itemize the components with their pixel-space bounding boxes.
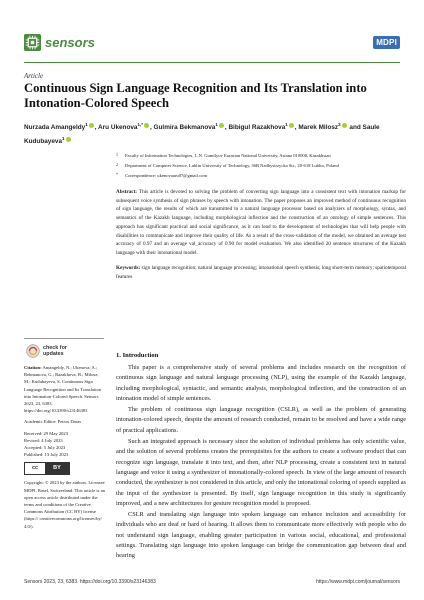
body-paragraph: This paper is a comprehensive study of several problems and includes research on the recognition of continuous sign language and natural language processing (NLP), using the example of the Kazakh language, including morphological, syntactic, and semantic analysis, morphological inflection, and the construction of an intonation model of simple sentences. [116,364,406,402]
author-name[interactable]: and Saule Kudubayeva [24,124,380,146]
check-for-updates-label [43,345,67,357]
affiliation-item [116,172,406,179]
by-icon [45,463,69,474]
orcid-icon[interactable] [66,137,71,142]
orcid-icon[interactable] [219,123,224,128]
footer-citation[interactable]: Sensors 2023, 23, 6383. https://doi.org/10.3390/s23146383 [24,579,156,585]
author-name[interactable]: Bibigul Razakhova [228,124,286,132]
author-name[interactable]: Aru Ukenova [98,124,138,132]
author-affiliation-marker: 1 [215,122,218,127]
sidebar-divider [24,338,104,339]
orcid-icon[interactable] [144,123,149,128]
author-affiliation-marker: 1 [85,122,88,127]
keywords [116,264,406,281]
update-check-icon [26,344,40,358]
academic-editor-name: Petros Daras [57,419,82,425]
received-date: Received: 29 May 2023 [24,430,69,436]
author-name[interactable]: Gulmira Bekmanova [153,124,216,132]
published-date: Published: 13 July 2023 [24,452,69,458]
dates-block [24,430,106,459]
affiliation-text: Faculty of Information Technologies, L.N. Gumilyov Eurasian National University, Astana 010000, Kazakhstan [125,153,331,158]
journal-name: sensors [45,35,95,50]
author-list [24,119,402,147]
keywords-label: Keywords: [116,265,141,271]
keywords-text: sign language recognition; natural language processing; intonational speech synthesis; long short-term memory; spatiotemporal features [116,265,407,280]
check-for-updates-button[interactable] [26,344,67,358]
author-separator: , [294,124,299,132]
by-text: BY [53,465,61,472]
cc-by-license-badge[interactable] [24,462,70,475]
affiliation-marker: 1 [116,152,118,157]
orcid-icon[interactable] [342,123,347,128]
correspondence-text[interactable]: Correspondence: ukenovaaru07@gmail.com [125,172,208,178]
author-separator: , [149,124,154,132]
sidebar-info [24,364,106,534]
section-heading: 1. Introduction [116,352,159,359]
affiliation-text: Department of Computer Science, Lublin University of Technology, 36B Nadbystrzycka Str., 20-618 Lublin, Poland [125,162,339,168]
article-type: Article [24,72,44,80]
abstract [116,188,406,258]
accepted-date: Accepted: 5 July 2023 [24,445,66,451]
author-name[interactable]: Marek Milosz [298,124,339,132]
header-divider [24,62,400,63]
citation-label: Citation: [24,365,42,370]
body-paragraph: Such an integrated approach is necessary since the solution of individual problems has only scientific value, and the solution of several problems creates the prerequisites for the authors to create a software product that can recognize sign language, translate it into text, and then, after NLP processing, create a consistent text in natural language and voice it using a synthesizer of intonationally-colored speech. In view of the large amount of research conducted, the synthesizer is not considered in this article, and only the intonational coloring of speech supplied as the input of the synthesizer is presented. By itself, sign language recognition in this study is significantly improved, and a new architectures for gesture recognition model is proposed. [116,438,406,507]
article-title: Continuous Sign Language Recognition and Its Translation into Intonation-Colored Speech [24,81,367,110]
publisher-logo[interactable] [373,36,400,49]
journal-header [24,34,400,54]
academic-editor-label: Academic Editor: [24,419,57,425]
check-for-updates-line-1: check for [43,345,67,351]
copyright-block [24,479,106,529]
affiliation-item [116,162,406,169]
chip-icon [24,34,41,51]
abstract-label: Abstract: [116,189,138,195]
orcid-icon[interactable] [289,123,294,128]
journal-logo[interactable] [24,34,95,51]
author-name[interactable]: Nurzada Amangeldy [24,124,86,132]
citation-text[interactable]: Amangeldy, N.; Ukenova, A.; Bekmanova, G.; Razakhova, B.; Milosz, M.; Kudubayeva, S. Continuous Sign Language Recognition and Its Translation into Intonation-Colored Speech. Sensors 2023, 23, 6383. https://doi.org/10.3390/s23146383 [24,365,102,414]
revised-date: Revised: 4 July 2023 [24,437,63,443]
copyright-text: Copyright: © 2023 by the authors. Licensee MDPI, Basel, Switzerland. This article is an open access article distributed under the terms and conditions of the Creative Commons Attribution (CC BY) license (https:// creativecommons.org/licenses/by/ 4.0/). [24,480,105,529]
footer-journal-link[interactable]: https://www.mdpi.com/journal/sensors [316,579,400,585]
abstract-text: This article is devoted to solving the problem of converting sign language into a consistent text with intonation markup for subsequent voice synthesis of sign phrases by speech with intonation. The paper proposes an improved method of continuous recognition of sign language, the results of which are transmitted to a natural language processor based on analyzers of morphology, syntax, and semantics of the Kazakh language, including morphological inflection and the construction of an ontology of simple sentences. This approach has significant practical and social significance, as it can lead to the development of technologies that will help people with disabilities to communicate and improve their quality of life. As a result of the cross-validation of the model, we obtained an average test accuracy of 0.97 and an average val_accuracy of 0.90 for model evaluation. We also identified 20 sentence structures of the Kazakh language with their intonational model. [116,189,407,256]
check-for-updates-line-2: updates [43,351,64,357]
author-affiliation-marker: 2 [338,122,341,127]
cc-text: cc [31,465,39,472]
affiliations [116,152,406,182]
body-paragraph: The problem of continuous sign language recognition (CSLR), as well as the problem of generating intonation-colored speech, despite the amount of research conducted, remain to be resolved and have a wide range of practical applications. [116,406,406,434]
author-affiliation-marker: 1 [62,136,65,142]
affiliation-item [116,152,406,159]
author-separator: , [224,124,229,132]
author-affiliation-marker: 1 [285,122,288,127]
section-body [116,363,406,563]
orcid-icon[interactable] [89,123,94,128]
publisher-name: MDPI [373,36,400,49]
author-affiliation-marker: 1,* [137,122,143,127]
body-paragraph: CSLR and translating sign language into spoken language can enhance inclusion and accessibility for individuals who are deaf or hard of hearing. It allows them to communicate more effectively with people who do not understand sign language, enabling greater participation in various social, educational, and professional settings. Translating sign language into spoken language can bridge the communication gap between deaf and hearing [116,511,406,560]
cc-icon [25,463,45,474]
academic-editor-block [24,418,106,425]
citation-block [24,364,106,414]
affiliation-marker: 2 [116,161,118,167]
author-separator: , [94,124,99,132]
affiliation-marker: * [116,171,118,177]
